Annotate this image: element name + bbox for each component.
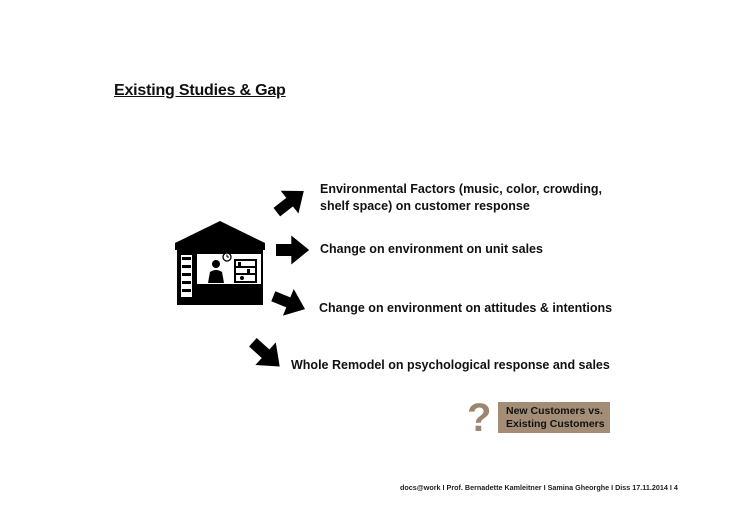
item-unit-sales: Change on environment on unit sales [320,242,543,256]
item-whole-remodel: Whole Remodel on psychological response and sales [291,358,610,372]
item-attitudes-intentions: Change on environment on attitudes & intentions [319,301,613,315]
slide-title: Existing Studies & Gap [114,82,286,99]
arrow-icon-down [247,336,287,374]
question-mark-icon: ? [467,396,492,440]
item-line: shelf space) on customer response [320,199,530,213]
item-line: Environmental Factors (music, color, crowding, [320,182,603,196]
arrow-icon-up-right [271,183,311,219]
footer: docs@work I Prof. Bernadette Kamleitner I Samina Gheorghe I Diss 17.11.2014 I 4 [400,483,678,492]
callout-line: New Customers vs. [506,405,603,417]
item-environmental-factors [320,181,602,215]
arrow-icon-down-right [270,285,310,321]
callout-line: Existing Customers [506,418,605,430]
store-icon [175,221,265,307]
arrow-icon-right [275,233,311,267]
callout-box [498,402,610,433]
